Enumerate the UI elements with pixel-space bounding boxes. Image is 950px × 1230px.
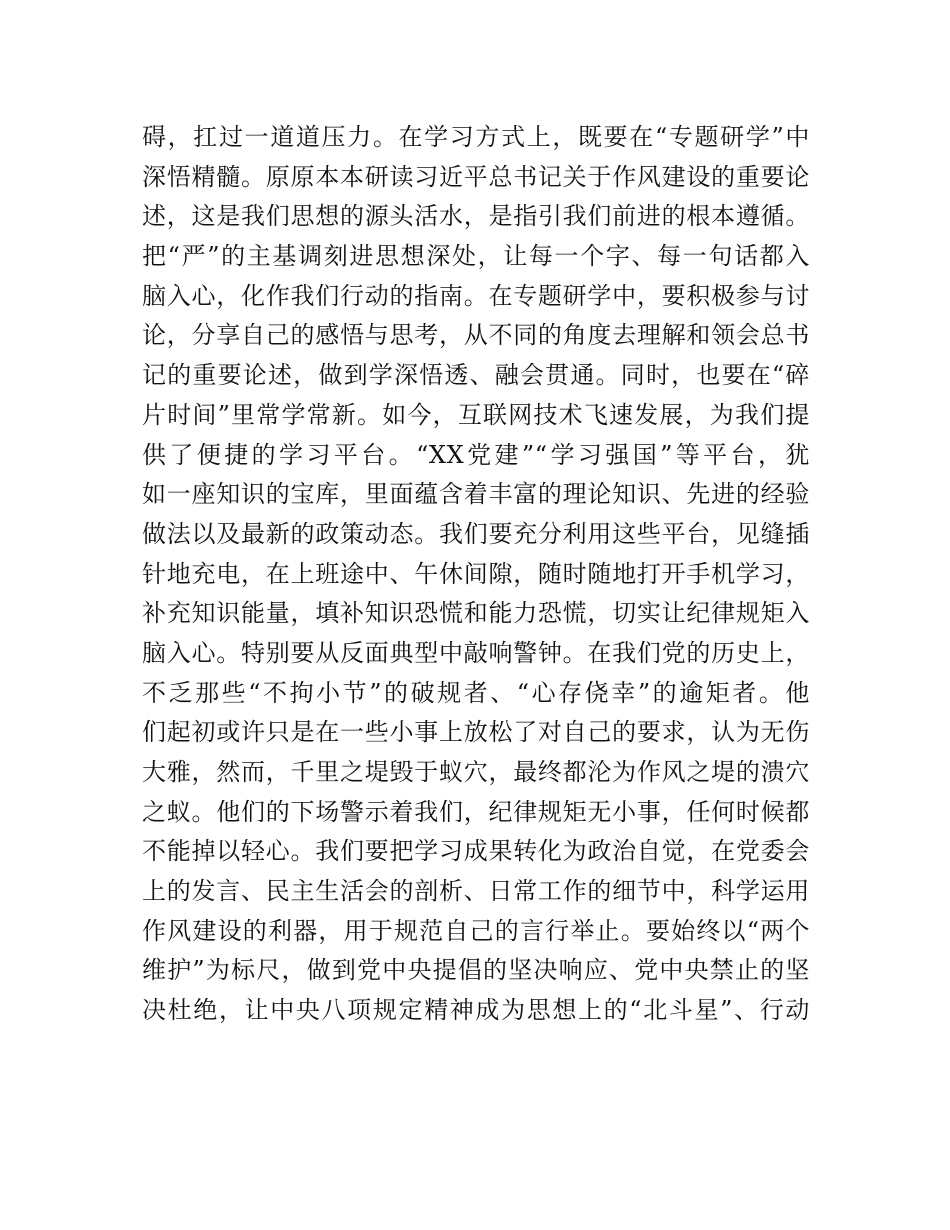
text-line: 针地充电，在上班途中、午休间隙，随时随地打开手机学习， xyxy=(142,559,810,588)
text-line: 供了便捷的学习平台。“XX党建”“学习强国”等平台，犹 xyxy=(142,440,810,469)
body-text xyxy=(142,118,810,1031)
text-line: 上的发言、民主生活会的剖析、日常工作的细节中，科学运用 xyxy=(142,877,810,906)
text-line: 补充知识能量，填补知识恐慌和能力恐慌，切实让纪律规矩入 xyxy=(142,599,810,628)
text-line: 做法以及最新的政策动态。我们要充分利用这些平台，见缝插 xyxy=(142,519,810,548)
text-line: 述，这是我们思想的源头活水，是指引我们前进的根本遵循。 xyxy=(142,202,810,231)
text-line: 论，分享自己的感悟与思考，从不同的角度去理解和领会总书 xyxy=(142,321,810,350)
text-line: 作风建设的利器，用于规范自己的言行举止。要始终以“两个 xyxy=(142,916,810,945)
text-line: 维护”为标尺，做到党中央提倡的坚决响应、党中央禁止的坚 xyxy=(142,956,810,985)
text-line: 脑入心，化作我们行动的指南。在专题研学中，要积极参与讨 xyxy=(142,281,810,310)
text-line: 不能掉以轻心。我们要把学习成果转化为政治自觉，在党委会 xyxy=(142,837,810,866)
text-line: 片时间”里常学常新。如今，互联网技术飞速发展，为我们提 xyxy=(142,400,810,429)
text-line: 们起初或许只是在一些小事上放松了对自己的要求，认为无伤 xyxy=(142,718,810,747)
text-line: 把“严”的主基调刻进思想深处，让每一个字、每一句话都入 xyxy=(142,242,810,271)
text-line: 之蚁。他们的下场警示着我们，纪律规矩无小事，任何时候都 xyxy=(142,797,810,826)
text-line: 深悟精髓。原原本本研读习近平总书记关于作风建设的重要论 xyxy=(142,162,810,191)
text-line: 记的重要论述，做到学深悟透、融会贯通。同时，也要在“碎 xyxy=(142,361,810,390)
text-line: 如一座知识的宝库，里面蕴含着丰富的理论知识、先进的经验 xyxy=(142,480,810,509)
text-line: 碍，扛过一道道压力。在学习方式上，既要在“专题研学”中 xyxy=(142,123,810,151)
text-line: 决杜绝，让中央八项规定精神成为思想上的“北斗星”、行动 xyxy=(142,996,810,1025)
text-line: 不乏那些“不拘小节”的破规者、“心存侥幸”的逾矩者。他 xyxy=(142,678,810,707)
text-line: 脑入心。特别要从反面典型中敲响警钟。在我们党的历史上， xyxy=(142,638,810,667)
text-line: 大雅，然而，千里之堤毁于蚁穴，最终都沦为作风之堤的溃穴 xyxy=(142,758,810,786)
